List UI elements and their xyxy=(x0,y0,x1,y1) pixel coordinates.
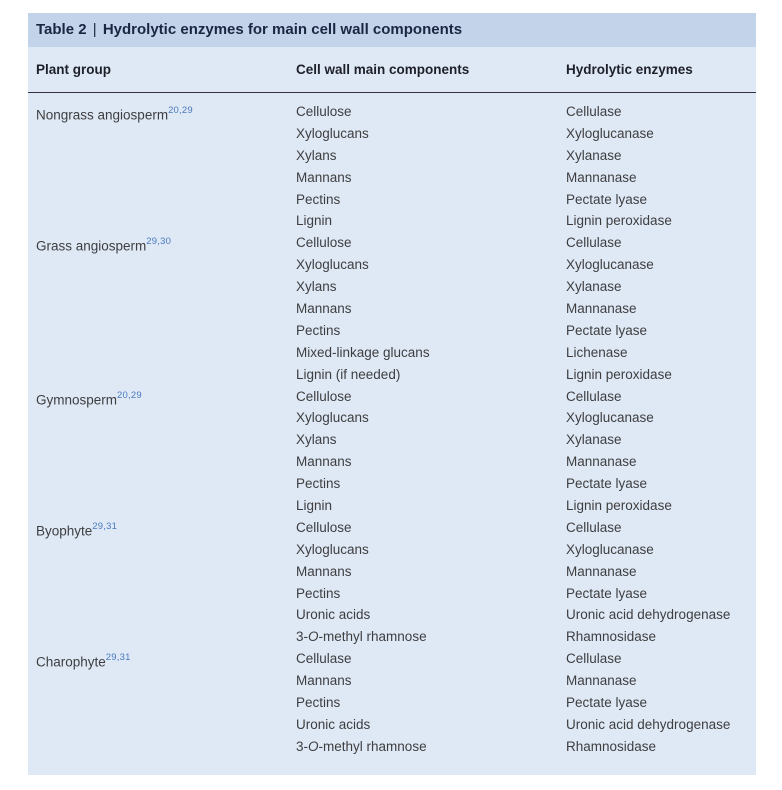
table-row xyxy=(28,451,756,473)
plant-group-cell xyxy=(36,561,296,583)
component-cell: Xyloglucans xyxy=(296,257,369,273)
component-cell: Xylans xyxy=(296,432,337,448)
component-cell: Uronic acids xyxy=(296,716,371,732)
component-cell: Mannans xyxy=(296,563,352,579)
enzyme-cell: Cellulase xyxy=(566,651,622,667)
table-body xyxy=(28,93,756,775)
table-row xyxy=(28,604,756,626)
component-cell: Pectins xyxy=(296,695,341,711)
plant-group-cell xyxy=(36,298,296,320)
plant-group-name: Gymnosperm xyxy=(36,392,118,408)
enzyme-cell: Xylanase xyxy=(566,279,622,295)
column-header-plant-group: Plant group xyxy=(36,62,111,77)
table-row xyxy=(28,298,756,320)
plant-group-cell xyxy=(36,429,296,451)
plant-group-cell xyxy=(36,736,296,758)
table-panel xyxy=(28,47,756,775)
table-row xyxy=(28,495,756,517)
component-cell: Lignin (if needed) xyxy=(296,366,401,382)
table-row xyxy=(28,539,756,561)
table-row xyxy=(28,167,756,189)
component-cell: Mixed-linkage glucans xyxy=(296,344,430,360)
enzyme-cell: Mannanase xyxy=(566,563,637,579)
component-cell: Mannans xyxy=(296,673,352,689)
reference-superscript: 29,31 xyxy=(92,520,118,532)
enzyme-cell: Xyloglucanase xyxy=(566,125,654,141)
table-row xyxy=(28,670,756,692)
table-row xyxy=(28,101,756,123)
reference-superscript: 20,29 xyxy=(117,389,142,401)
enzyme-cell: Uronic acid dehydrogenase xyxy=(566,607,731,623)
component-cell: Cellulose xyxy=(296,388,352,404)
component-cell: Pectins xyxy=(296,322,341,338)
component-cell: Xyloglucans xyxy=(296,410,369,426)
table-row xyxy=(28,364,756,386)
table-row xyxy=(28,320,756,342)
plant-group-name: Nongrass angiosperm xyxy=(36,107,169,123)
component-cell: 3-O-methyl rhamnose xyxy=(296,629,427,645)
component-cell: Cellulose xyxy=(296,104,352,119)
table-row xyxy=(28,517,756,539)
table-row xyxy=(28,386,756,408)
component-cell: Xyloglucans xyxy=(296,541,369,557)
table-title-bar xyxy=(28,13,756,47)
enzyme-cell: Pectate lyase xyxy=(566,695,648,711)
plant-group-cell xyxy=(36,210,296,232)
table-title: Hydrolytic enzymes for main cell wall components xyxy=(102,21,463,38)
enzyme-cell: Xyloglucanase xyxy=(566,257,654,273)
plant-group-name: Charophyte xyxy=(36,654,106,670)
component-cell: Pectins xyxy=(296,191,341,207)
plant-group-cell xyxy=(36,670,296,692)
enzyme-cell: Pectate lyase xyxy=(566,322,648,338)
plant-group-cell xyxy=(36,123,296,145)
plant-group-name: Byophyte xyxy=(36,523,93,539)
component-cell: 3-O-methyl rhamnose xyxy=(296,738,427,754)
enzyme-cell: Cellulase xyxy=(566,519,622,535)
component-cell: Xylans xyxy=(296,147,337,163)
table-row xyxy=(28,648,756,670)
table-row xyxy=(28,473,756,495)
enzyme-cell: Rhamnosidase xyxy=(566,738,657,754)
table-row xyxy=(28,189,756,211)
enzyme-cell: Mannanase xyxy=(566,673,637,689)
plant-group-cell xyxy=(36,320,296,342)
enzyme-cell: Lichenase xyxy=(566,344,628,360)
component-cell: Cellulase xyxy=(296,651,352,667)
enzyme-cell: Xyloglucanase xyxy=(566,541,654,557)
plant-group-cell xyxy=(36,254,296,276)
enzyme-cell: Lignin peroxidase xyxy=(566,366,672,382)
reference-superscript: 29,31 xyxy=(105,652,131,664)
component-cell: Xylans xyxy=(296,279,337,295)
plant-group-cell xyxy=(36,276,296,298)
plant-group-cell xyxy=(36,451,296,473)
plant-group-cell xyxy=(36,583,296,605)
component-cell: Lignin xyxy=(296,213,333,229)
table-row xyxy=(28,232,756,254)
table-row xyxy=(28,407,756,429)
column-header-components: Cell wall main components xyxy=(296,62,470,77)
enzyme-cell: Cellulase xyxy=(566,104,622,119)
reference-superscript: 20,29 xyxy=(168,105,193,116)
reference-superscript: 29,30 xyxy=(146,236,172,248)
component-cell: Uronic acids xyxy=(296,607,371,623)
table-row xyxy=(28,276,756,298)
plant-group-cell xyxy=(36,189,296,211)
table-row xyxy=(28,736,756,758)
table-row xyxy=(28,342,756,364)
table-row xyxy=(28,626,756,648)
component-cell: Pectins xyxy=(296,476,341,492)
table-row xyxy=(28,254,756,276)
enzyme-cell: Mannanase xyxy=(566,169,637,185)
enzyme-cell: Rhamnosidase xyxy=(566,629,657,645)
plant-group-cell xyxy=(36,604,296,626)
enzyme-cell: Cellulase xyxy=(566,235,622,251)
enzyme-cell: Pectate lyase xyxy=(566,476,648,492)
enzyme-cell: Mannanase xyxy=(566,454,637,470)
column-header-row xyxy=(28,47,756,92)
enzyme-cell: Xylanase xyxy=(566,432,622,448)
plant-group-cell xyxy=(36,364,296,386)
plant-group-cell xyxy=(36,495,296,517)
table-row xyxy=(28,145,756,167)
table-row xyxy=(28,210,756,232)
plant-group-cell xyxy=(36,473,296,495)
enzyme-cell: Pectate lyase xyxy=(566,191,648,207)
column-header-enzymes: Hydrolytic enzymes xyxy=(566,62,693,77)
table-title-separator: | xyxy=(92,21,97,38)
enzyme-cell: Lignin peroxidase xyxy=(566,213,672,229)
table-row xyxy=(28,123,756,145)
table-row xyxy=(28,692,756,714)
component-cell: Mannans xyxy=(296,454,352,470)
enzyme-cell: Uronic acid dehydrogenase xyxy=(566,716,731,732)
plant-group-cell xyxy=(36,714,296,736)
plant-group-cell xyxy=(36,145,296,167)
enzyme-cell: Lignin peroxidase xyxy=(566,498,672,514)
plant-group-name: Grass angiosperm xyxy=(36,238,147,254)
component-cell: Xyloglucans xyxy=(296,125,369,141)
enzyme-cell: Xyloglucanase xyxy=(566,410,654,426)
component-cell: Lignin xyxy=(296,498,333,514)
table-row xyxy=(28,561,756,583)
component-cell: Cellulose xyxy=(296,235,352,251)
enzyme-cell: Cellulase xyxy=(566,388,622,404)
table-row xyxy=(28,714,756,736)
enzyme-cell: Mannanase xyxy=(566,301,637,317)
enzyme-cell: Pectate lyase xyxy=(566,585,648,601)
plant-group-cell xyxy=(36,539,296,561)
table-number-label: Table 2 xyxy=(36,21,87,38)
enzyme-cell: Xylanase xyxy=(566,147,622,163)
plant-group-cell xyxy=(36,626,296,648)
component-cell: Mannans xyxy=(296,301,352,317)
table-row xyxy=(28,583,756,605)
plant-group-cell xyxy=(36,407,296,429)
component-cell: Pectins xyxy=(296,585,341,601)
table-row xyxy=(28,429,756,451)
plant-group-cell xyxy=(36,342,296,364)
plant-group-cell xyxy=(36,167,296,189)
component-cell: Cellulose xyxy=(296,519,352,535)
plant-group-cell xyxy=(36,692,296,714)
component-cell: Mannans xyxy=(296,169,352,185)
table-2 xyxy=(28,13,756,775)
